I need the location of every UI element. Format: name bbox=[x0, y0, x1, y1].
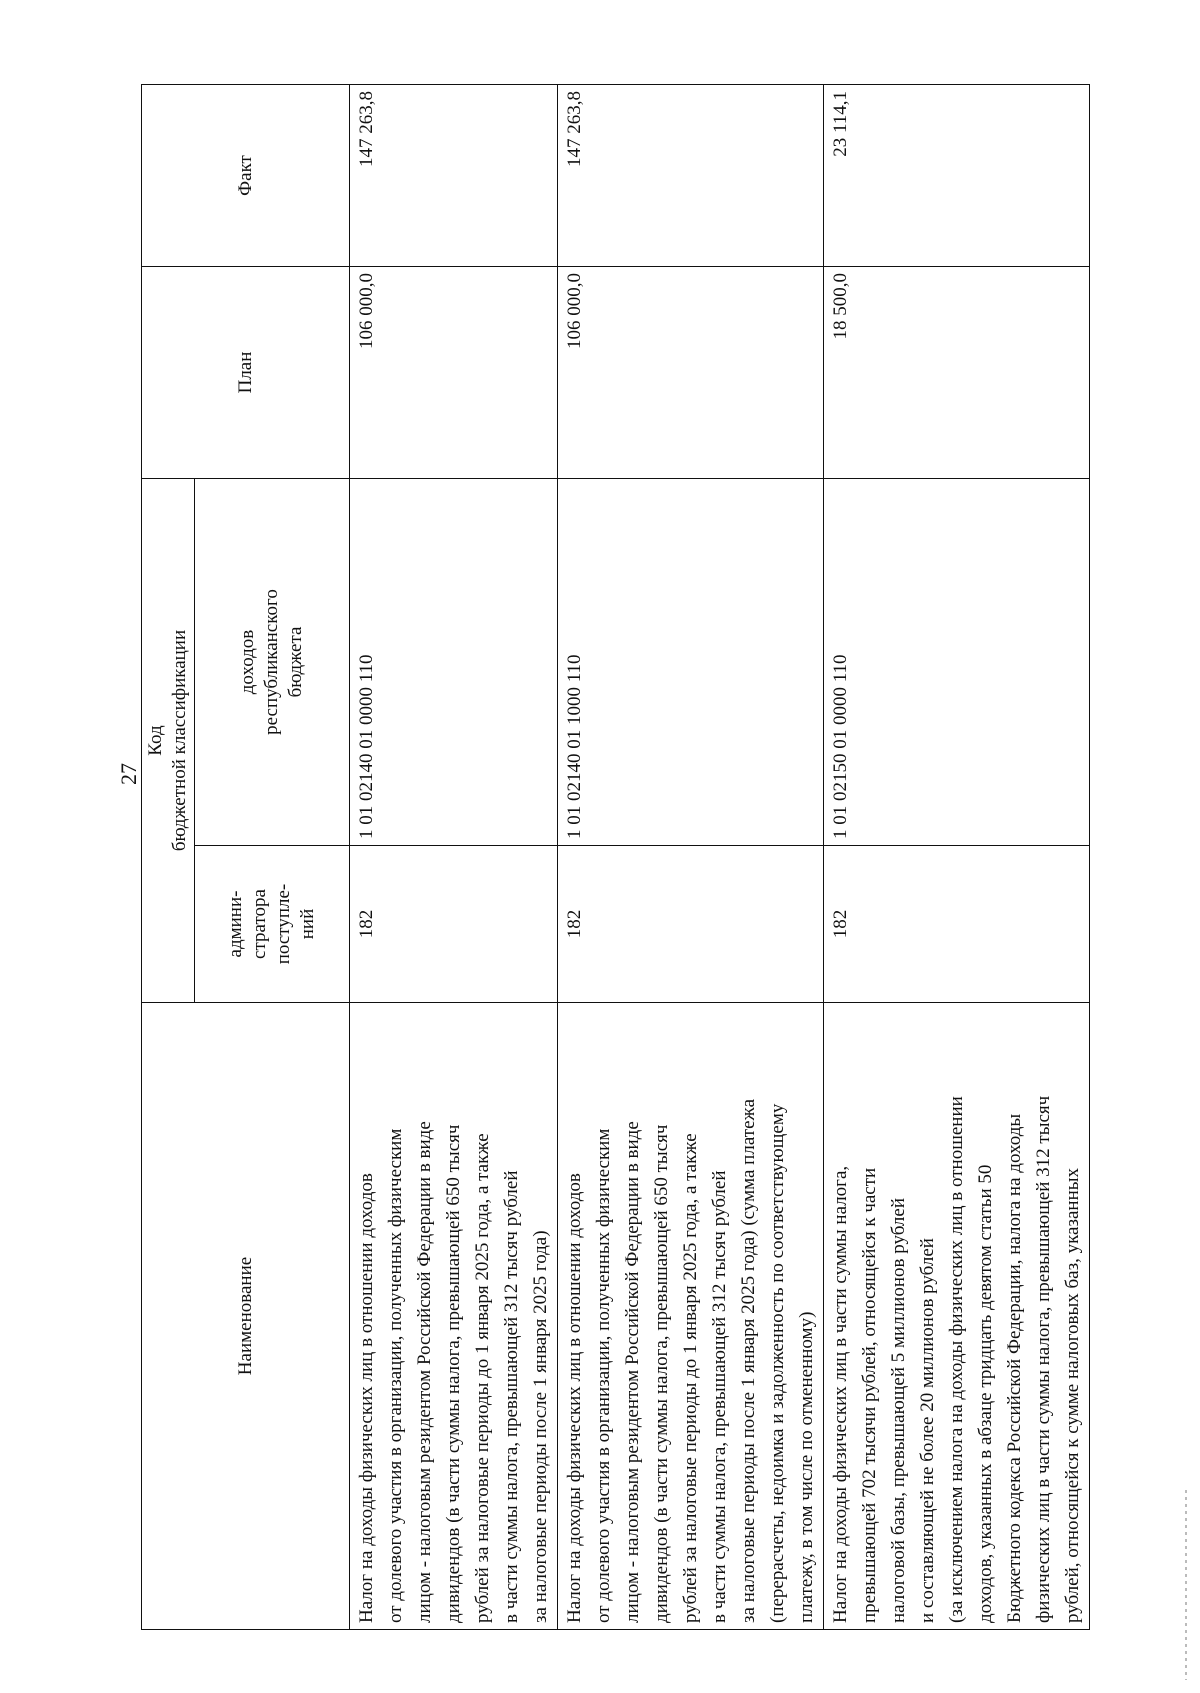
row-name: Налог на доходы физических лиц в отношении доходов от долевого участия в организации, полученных физическим лицом - налоговым резидентом Российской Федерации в виде дивидендов (в части суммы налога, превышающей 650 тысяч рублей за налоговые периоды до 1 января 2025 года, а также в части суммы налога, превышающей 312 тысяч рублей за налоговые периоды после 1 января 2025 года) bbox=[350, 1003, 558, 1630]
row-fact: 147 263,8 bbox=[558, 85, 824, 267]
page-number: 27 bbox=[116, 763, 141, 785]
budget-table bbox=[141, 84, 1090, 1630]
header-code-group: Код бюджетной классификации bbox=[142, 479, 195, 1003]
header-row-1 bbox=[142, 85, 195, 1630]
row-fact: 23 114,1 bbox=[824, 85, 1090, 267]
scan-edge-mark bbox=[1185, 1490, 1187, 1680]
header-fact: Факт bbox=[142, 85, 350, 267]
row-admin: 182 bbox=[350, 846, 558, 1003]
table-row bbox=[350, 85, 558, 1630]
header-plan: План bbox=[142, 267, 350, 479]
table-row bbox=[824, 85, 1090, 1630]
row-code: 1 01 02140 01 0000 110 bbox=[350, 479, 558, 846]
row-code: 1 01 02140 01 1000 110 bbox=[558, 479, 824, 846]
row-name: Налог на доходы физических лиц в отношении доходов от долевого участия в организации, полученных физическим лицом - налоговым резидентом Российской Федерации в виде дивидендов (в части суммы налога, превышающей 650 тысяч рублей за налоговые периоды до 1 января 2025 года, а также в части суммы налога, превышающей 312 тысяч рублей за налоговые периоды после 1 января 2025 года) (сумма платежа (перерасчеты, недоимка и задолженность по соответствующему платежу, в том числе по отмененному) bbox=[558, 1003, 824, 1630]
header-name: Наименование bbox=[142, 1003, 350, 1630]
header-revenue-code: доходов республиканского бюджета bbox=[195, 479, 350, 846]
row-admin: 182 bbox=[558, 846, 824, 1003]
row-plan: 106 000,0 bbox=[350, 267, 558, 479]
row-fact: 147 263,8 bbox=[350, 85, 558, 267]
row-plan: 106 000,0 bbox=[558, 267, 824, 479]
row-code: 1 01 02150 01 0000 110 bbox=[824, 479, 1090, 846]
table-row bbox=[558, 85, 824, 1630]
rotated-page bbox=[108, 85, 1140, 1630]
row-plan: 18 500,0 bbox=[824, 267, 1090, 479]
header-admin: админи- стратора поступле- ний bbox=[195, 846, 350, 1003]
row-admin: 182 bbox=[824, 846, 1090, 1003]
row-name: Налог на доходы физических лиц в части суммы налога, превышающей 702 тысячи рублей, относящейся к части налоговой базы, превышающей 5 миллионов рублей и составляющей не более 20 миллионов рублей (за исключением налога на доходы физических лиц в отношении доходов, указанных в абзаце тридцать девятом статьи 50 Бюджетного кодекса Российской Федерации, налога на доходы физических лиц в части суммы налога, превышающей 312 тысяч рублей, относящейся к сумме налоговых баз, указанных bbox=[824, 1003, 1090, 1630]
